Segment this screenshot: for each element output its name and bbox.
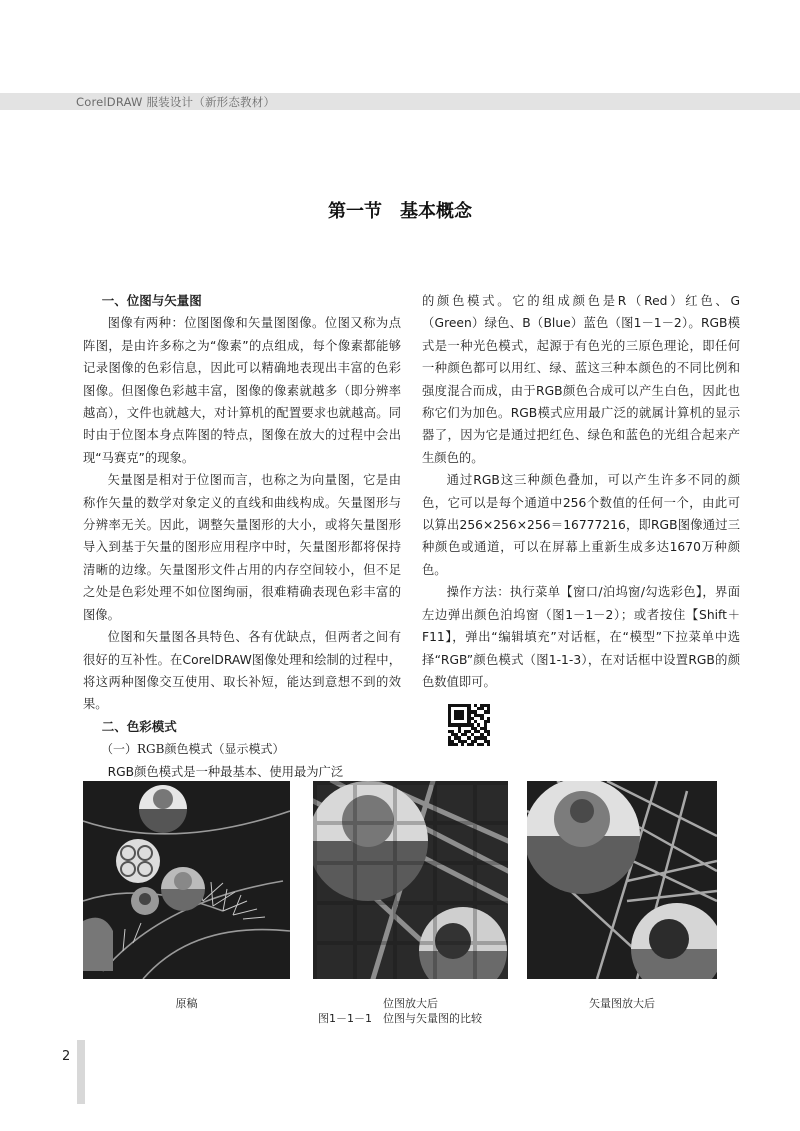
caption-bitmap: 位图放大后: [383, 997, 438, 1010]
qr-code[interactable]: [448, 704, 490, 746]
paragraph: RGB颜色模式是一种最基本、使用最为广泛: [107, 764, 344, 779]
subheading-rgb: （一）RGB颜色模式（显示模式）: [101, 742, 285, 757]
page-edge-bar: [77, 1040, 85, 1104]
paragraph: 操作方法：执行菜单【窗口/泊坞窗/勾选彩色】，界面左边弹出颜色泊坞窗（图1－1－2）；或者按住【Shift＋F11】，弹出“编辑填充”对话框，在“模型”下拉菜单中选择“RGB”颜色模式（图1-1-3），在对话框中设置RGB的颜色数值即可。: [422, 585, 740, 689]
section-title: 第一节 基本概念: [328, 201, 472, 222]
paragraph: 位图和矢量图各具特色、各有优缺点，但两者之间有很好的互补性。在CorelDRAW图像处理和绘制的过程中，将这两种图像交互使用、取长补短，能达到意想不到的效果。: [83, 630, 401, 712]
paragraph: 图像有两种：位图图像和矢量图图像。位图又称为点阵图，是由许多称之为“像素”的点组成，每个像素都能够记录图像的色彩信息，因此可以精确地表现出丰富的色彩图像。但图像色彩越丰富，图像的像素就越多（即分辨率越高），文件也就越大，对计算机的配置要求也就越高。同时由于位图本身点阵图的特点，图像在放大的过程中会出现“马赛克”的现象。: [83, 316, 401, 465]
figure-caption: 图1－1－1 位图与矢量图的比较: [318, 1012, 482, 1025]
running-header: CorelDRAW 服装设计（新形态教材）: [76, 95, 276, 109]
heading-bitmap-vector: 一、位图与矢量图: [101, 293, 202, 308]
caption-original: 原稿: [175, 997, 198, 1010]
left-column: [83, 290, 401, 783]
caption-vector: 矢量图放大后: [589, 997, 655, 1010]
figure-vector-enlarged: [527, 781, 717, 979]
right-column: [422, 290, 740, 693]
paragraph: 矢量图是相对于位图而言，也称之为向量图，它是由称作矢量的数学对象定义的直线和曲线构成。矢量图形与分辨率无关。因此，调整矢量图形的大小，或将矢量图形导入到基于矢量的图形应用程序中时，矢量图形都将保持清晰的边缘。矢量图形文件占用的内存空间较小，但不足之处是色彩处理不如位图绚丽，很难精确表现色彩丰富的图像。: [83, 473, 401, 622]
page-number: 2: [62, 1049, 71, 1064]
paragraph: 的颜色模式。它的组成颜色是R（Red）红色、G（Green）绿色、B（Blue）蓝色（图1－1－2）。RGB模式是一种光色模式，起源于有色光的三原色理论，即任何一种颜色都可以用红、绿、蓝这三种本颜色的不同比例和强度混合而成，由于RGB颜色合成可以产生白色，因此也称它们为加色。RGB模式应用最广泛的就属计算机的显示器了，因为它是通过把红色、绿色和蓝色的光组合起来产生颜色的。: [422, 294, 740, 465]
paragraph: 通过RGB这三种颜色叠加，可以产生许多不同的颜色，它可以是每个通道中256个数值的任何一个，由此可以算出256×256×256＝16777216，即RGB图像通过三种颜色或通道，可以在屏幕上重新生成多达1670万种颜色。: [422, 473, 740, 577]
figure-bitmap-enlarged: [313, 781, 508, 979]
heading-color-mode: 二、色彩模式: [101, 718, 177, 734]
figure-original: [83, 781, 290, 979]
